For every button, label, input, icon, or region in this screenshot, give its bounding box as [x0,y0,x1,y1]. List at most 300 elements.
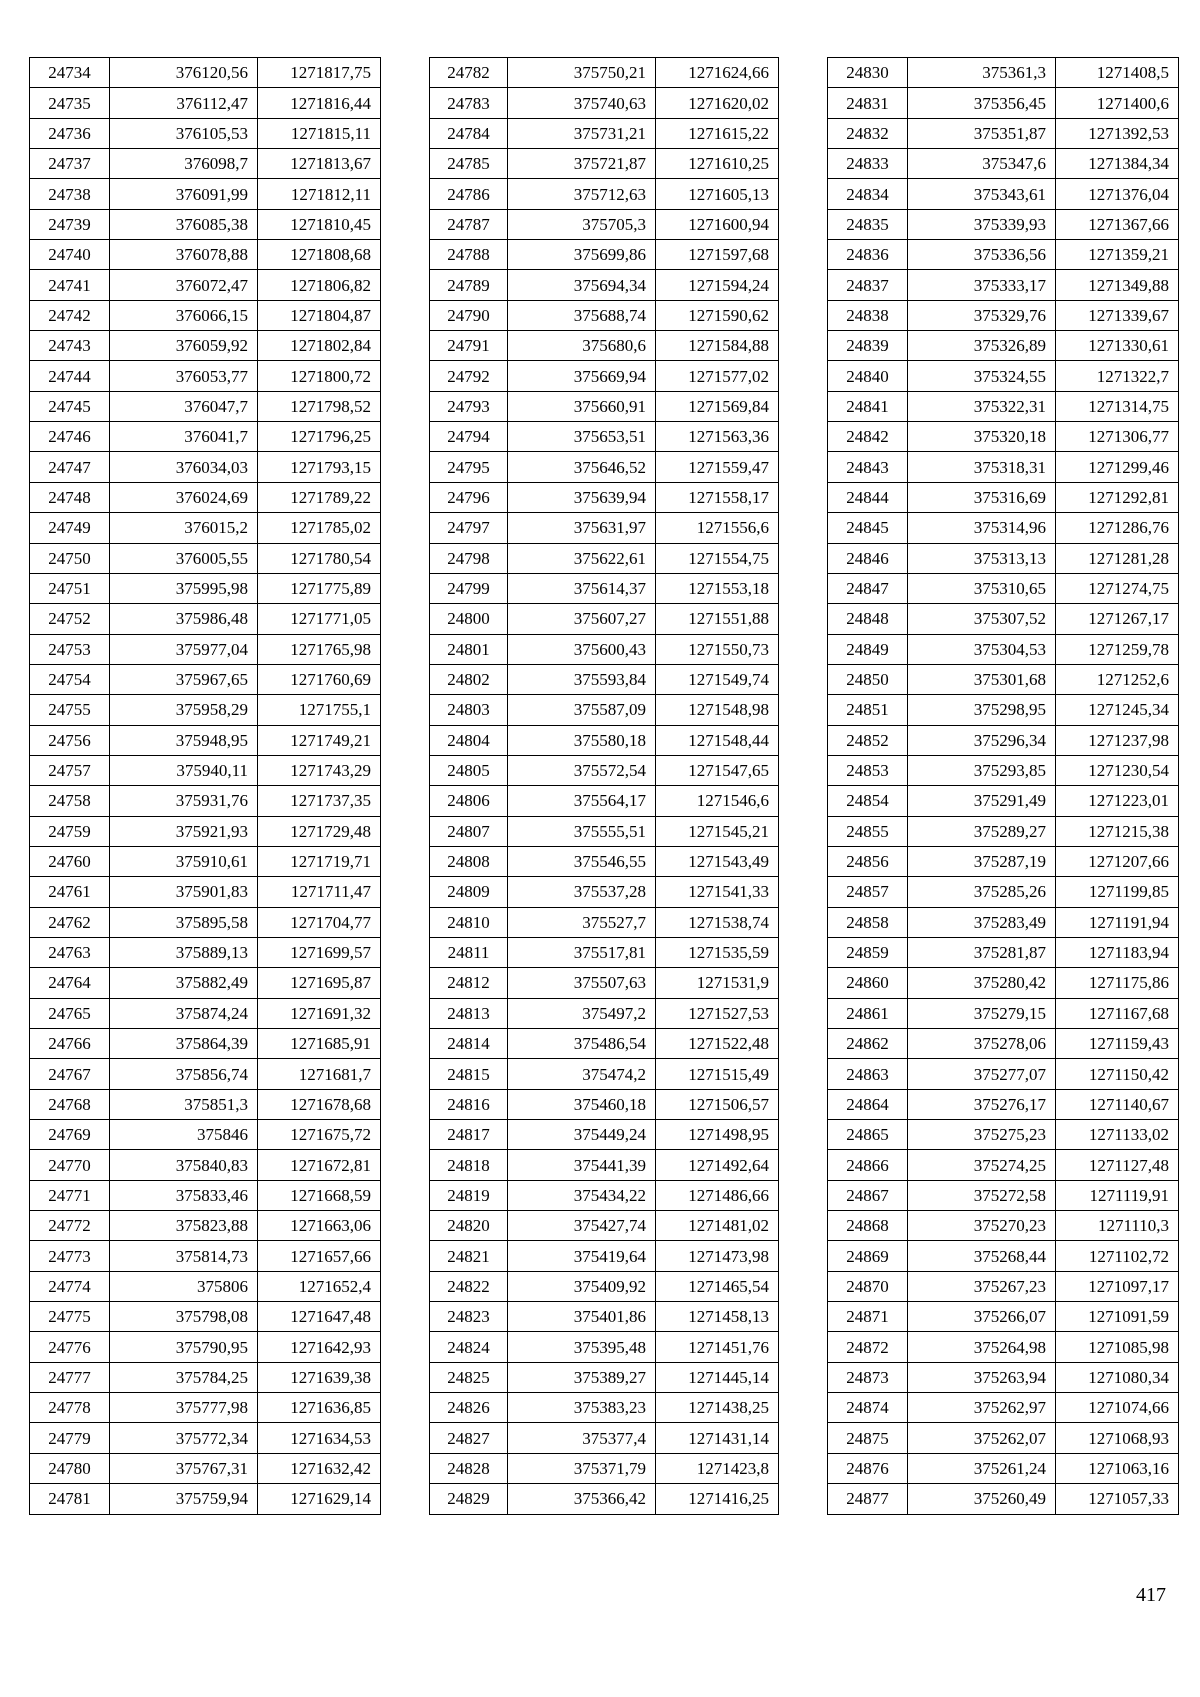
point-number-cell: 24835 [828,209,908,239]
y-coordinate-cell: 1271812,11 [258,179,381,209]
x-coordinate-cell: 375383,23 [508,1393,656,1423]
y-coordinate-cell: 1271481,02 [656,1211,779,1241]
table-row [430,1089,779,1119]
point-number-cell: 24829 [430,1484,508,1514]
point-number-cell: 24853 [828,755,908,785]
x-coordinate-cell: 375889,13 [110,937,258,967]
x-coordinate-cell: 376005,55 [110,543,258,573]
point-number-cell: 24872 [828,1332,908,1362]
table-row [828,907,1179,937]
x-coordinate-cell: 376098,7 [110,149,258,179]
point-number-cell: 24816 [430,1089,508,1119]
y-coordinate-cell: 1271546,6 [656,786,779,816]
table-row [828,604,1179,634]
y-coordinate-cell: 1271563,36 [656,422,779,452]
x-coordinate-cell: 375833,46 [110,1180,258,1210]
x-coordinate-cell: 375287,19 [908,846,1056,876]
table-row [30,877,381,907]
y-coordinate-cell: 1271541,33 [656,877,779,907]
point-number-cell: 24808 [430,846,508,876]
table-row [828,1120,1179,1150]
point-number-cell: 24801 [430,634,508,664]
x-coordinate-cell: 375262,07 [908,1423,1056,1453]
x-coordinate-cell: 375895,58 [110,907,258,937]
y-coordinate-cell: 1271610,25 [656,149,779,179]
point-number-cell: 24818 [430,1150,508,1180]
point-number-cell: 24793 [430,391,508,421]
table-row [30,361,381,391]
y-coordinate-cell: 1271074,66 [1056,1393,1179,1423]
x-coordinate-cell: 375948,95 [110,725,258,755]
y-coordinate-cell: 1271551,88 [656,604,779,634]
y-coordinate-cell: 1271789,22 [258,482,381,512]
y-coordinate-cell: 1271678,68 [258,1089,381,1119]
table-row [430,1241,779,1271]
x-coordinate-cell: 375314,96 [908,513,1056,543]
point-number-cell: 24789 [430,270,508,300]
x-coordinate-cell: 375310,65 [908,573,1056,603]
x-coordinate-cell: 375279,15 [908,998,1056,1028]
point-number-cell: 24762 [30,907,110,937]
table-row [430,543,779,573]
table-row [430,1059,779,1089]
table-row [828,452,1179,482]
table-row [430,149,779,179]
table-row [430,1271,779,1301]
x-coordinate-cell: 375593,84 [508,664,656,694]
y-coordinate-cell: 1271102,72 [1056,1241,1179,1271]
point-number-cell: 24803 [430,695,508,725]
table-row [30,695,381,725]
table-row [430,846,779,876]
x-coordinate-cell: 375537,28 [508,877,656,907]
x-coordinate-cell: 375958,29 [110,695,258,725]
table-row [30,664,381,694]
point-number-cell: 24842 [828,422,908,452]
table-row [430,634,779,664]
x-coordinate-cell: 375759,94 [110,1484,258,1514]
x-coordinate-cell: 375427,74 [508,1211,656,1241]
y-coordinate-cell: 1271810,45 [258,209,381,239]
y-coordinate-cell: 1271299,46 [1056,452,1179,482]
point-number-cell: 24800 [430,604,508,634]
point-number-cell: 24792 [430,361,508,391]
table-row [30,846,381,876]
point-number-cell: 24824 [430,1332,508,1362]
y-coordinate-cell: 1271359,21 [1056,240,1179,270]
x-coordinate-cell: 375326,89 [908,331,1056,361]
point-number-cell: 24810 [430,907,508,937]
point-number-cell: 24778 [30,1393,110,1423]
point-number-cell: 24773 [30,1241,110,1271]
x-coordinate-cell: 375846 [110,1120,258,1150]
point-number-cell: 24776 [30,1332,110,1362]
table-row [430,664,779,694]
point-number-cell: 24832 [828,118,908,148]
table-row [828,331,1179,361]
y-coordinate-cell: 1271760,69 [258,664,381,694]
x-coordinate-cell: 375270,23 [908,1211,1056,1241]
point-number-cell: 24855 [828,816,908,846]
point-number-cell: 24740 [30,240,110,270]
x-coordinate-cell: 375336,56 [908,240,1056,270]
point-number-cell: 24850 [828,664,908,694]
x-coordinate-cell: 376120,56 [110,58,258,88]
point-number-cell: 24814 [430,1029,508,1059]
x-coordinate-cell: 375347,6 [908,149,1056,179]
point-number-cell: 24821 [430,1241,508,1271]
point-number-cell: 24836 [828,240,908,270]
point-number-cell: 24744 [30,361,110,391]
table-row [828,1332,1179,1362]
point-number-cell: 24736 [30,118,110,148]
table-row [430,1332,779,1362]
table-row [828,179,1179,209]
y-coordinate-cell: 1271281,28 [1056,543,1179,573]
x-coordinate-cell: 375814,73 [110,1241,258,1271]
point-number-cell: 24755 [30,695,110,725]
table-row [828,968,1179,998]
x-coordinate-cell: 375291,49 [908,786,1056,816]
y-coordinate-cell: 1271097,17 [1056,1271,1179,1301]
point-number-cell: 24753 [30,634,110,664]
y-coordinate-cell: 1271159,43 [1056,1029,1179,1059]
point-number-cell: 24775 [30,1302,110,1332]
y-coordinate-cell: 1271522,48 [656,1029,779,1059]
point-number-cell: 24757 [30,755,110,785]
y-coordinate-cell: 1271675,72 [258,1120,381,1150]
point-number-cell: 24750 [30,543,110,573]
x-coordinate-cell: 375527,7 [508,907,656,937]
table-row [30,755,381,785]
point-number-cell: 24741 [30,270,110,300]
y-coordinate-cell: 1271330,61 [1056,331,1179,361]
y-coordinate-cell: 1271416,25 [656,1484,779,1514]
y-coordinate-cell: 1271632,42 [258,1453,381,1483]
table-row [430,88,779,118]
y-coordinate-cell: 1271813,67 [258,149,381,179]
x-coordinate-cell: 376091,99 [110,179,258,209]
table-row [430,58,779,88]
table-row [828,1302,1179,1332]
x-coordinate-cell: 375460,18 [508,1089,656,1119]
x-coordinate-cell: 375940,11 [110,755,258,785]
table-row [430,1362,779,1392]
table-row [828,270,1179,300]
point-number-cell: 24868 [828,1211,908,1241]
point-number-cell: 24862 [828,1029,908,1059]
point-number-cell: 24873 [828,1362,908,1392]
x-coordinate-cell: 375293,85 [908,755,1056,785]
y-coordinate-cell: 1271547,65 [656,755,779,785]
x-coordinate-cell: 375977,04 [110,634,258,664]
y-coordinate-cell: 1271322,7 [1056,361,1179,391]
y-coordinate-cell: 1271085,98 [1056,1332,1179,1362]
y-coordinate-cell: 1271755,1 [258,695,381,725]
point-number-cell: 24849 [828,634,908,664]
x-coordinate-cell: 375419,64 [508,1241,656,1271]
y-coordinate-cell: 1271569,84 [656,391,779,421]
point-number-cell: 24837 [828,270,908,300]
point-number-cell: 24795 [430,452,508,482]
table-row [430,1302,779,1332]
x-coordinate-cell: 375740,63 [508,88,656,118]
table-row [30,1393,381,1423]
x-coordinate-cell: 375262,97 [908,1393,1056,1423]
table-row [828,786,1179,816]
table-row [828,1241,1179,1271]
point-number-cell: 24748 [30,482,110,512]
x-coordinate-cell: 375607,27 [508,604,656,634]
x-coordinate-cell: 375806 [110,1271,258,1301]
point-number-cell: 24817 [430,1120,508,1150]
point-number-cell: 24781 [30,1484,110,1514]
point-number-cell: 24739 [30,209,110,239]
y-coordinate-cell: 1271127,48 [1056,1150,1179,1180]
table-row [828,1150,1179,1180]
point-number-cell: 24867 [828,1180,908,1210]
point-number-cell: 24834 [828,179,908,209]
table-row [828,1393,1179,1423]
x-coordinate-cell: 375864,39 [110,1029,258,1059]
table-row [430,937,779,967]
x-coordinate-cell: 376053,77 [110,361,258,391]
x-coordinate-cell: 376066,15 [110,300,258,330]
y-coordinate-cell: 1271473,98 [656,1241,779,1271]
point-number-cell: 24877 [828,1484,908,1514]
x-coordinate-cell: 375995,98 [110,573,258,603]
x-coordinate-cell: 375784,25 [110,1362,258,1392]
point-number-cell: 24772 [30,1211,110,1241]
point-number-cell: 24791 [430,331,508,361]
point-number-cell: 24734 [30,58,110,88]
point-number-cell: 24863 [828,1059,908,1089]
point-number-cell: 24859 [828,937,908,967]
y-coordinate-cell: 1271458,13 [656,1302,779,1332]
table-row [430,1484,779,1514]
point-number-cell: 24875 [828,1423,908,1453]
point-number-cell: 24738 [30,179,110,209]
y-coordinate-cell: 1271765,98 [258,634,381,664]
point-number-cell: 24761 [30,877,110,907]
y-coordinate-cell: 1271392,53 [1056,118,1179,148]
y-coordinate-cell: 1271590,62 [656,300,779,330]
point-number-cell: 24864 [828,1089,908,1119]
x-coordinate-cell: 375264,98 [908,1332,1056,1362]
x-coordinate-cell: 375653,51 [508,422,656,452]
y-coordinate-cell: 1271314,75 [1056,391,1179,421]
table-row [430,877,779,907]
coordinate-table-3 [827,57,1179,1515]
y-coordinate-cell: 1271367,66 [1056,209,1179,239]
x-coordinate-cell: 375277,07 [908,1059,1056,1089]
x-coordinate-cell: 375921,93 [110,816,258,846]
y-coordinate-cell: 1271636,85 [258,1393,381,1423]
point-number-cell: 24743 [30,331,110,361]
y-coordinate-cell: 1271642,93 [258,1332,381,1362]
y-coordinate-cell: 1271515,49 [656,1059,779,1089]
point-number-cell: 24804 [430,725,508,755]
point-number-cell: 24746 [30,422,110,452]
y-coordinate-cell: 1271140,67 [1056,1089,1179,1119]
x-coordinate-cell: 375660,91 [508,391,656,421]
table-row [30,422,381,452]
y-coordinate-cell: 1271798,52 [258,391,381,421]
point-number-cell: 24856 [828,846,908,876]
table-row [30,604,381,634]
x-coordinate-cell: 375296,34 [908,725,1056,755]
x-coordinate-cell: 375882,49 [110,968,258,998]
x-coordinate-cell: 376059,92 [110,331,258,361]
x-coordinate-cell: 375851,3 [110,1089,258,1119]
table-row [30,209,381,239]
point-number-cell: 24805 [430,755,508,785]
x-coordinate-cell: 375356,45 [908,88,1056,118]
table-row [430,1180,779,1210]
y-coordinate-cell: 1271802,84 [258,331,381,361]
y-coordinate-cell: 1271274,75 [1056,573,1179,603]
y-coordinate-cell: 1271584,88 [656,331,779,361]
y-coordinate-cell: 1271286,76 [1056,513,1179,543]
point-number-cell: 24760 [30,846,110,876]
table-row [30,1029,381,1059]
point-number-cell: 24847 [828,573,908,603]
point-number-cell: 24822 [430,1271,508,1301]
y-coordinate-cell: 1271259,78 [1056,634,1179,664]
x-coordinate-cell: 375967,65 [110,664,258,694]
table-row [30,118,381,148]
x-coordinate-cell: 375401,86 [508,1302,656,1332]
y-coordinate-cell: 1271091,59 [1056,1302,1179,1332]
point-number-cell: 24825 [430,1362,508,1392]
y-coordinate-cell: 1271183,94 [1056,937,1179,967]
point-number-cell: 24752 [30,604,110,634]
y-coordinate-cell: 1271339,67 [1056,300,1179,330]
table-row [30,240,381,270]
table-row [30,998,381,1028]
table-row [828,937,1179,967]
table-row [828,877,1179,907]
x-coordinate-cell: 375750,21 [508,58,656,88]
x-coordinate-cell: 375910,61 [110,846,258,876]
table-row [30,270,381,300]
x-coordinate-cell: 376034,03 [110,452,258,482]
x-coordinate-cell: 376085,38 [110,209,258,239]
point-number-cell: 24756 [30,725,110,755]
x-coordinate-cell: 375289,27 [908,816,1056,846]
y-coordinate-cell: 1271119,91 [1056,1180,1179,1210]
x-coordinate-cell: 375361,3 [908,58,1056,88]
point-number-cell: 24796 [430,482,508,512]
y-coordinate-cell: 1271057,33 [1056,1484,1179,1514]
table-row [430,179,779,209]
x-coordinate-cell: 375268,44 [908,1241,1056,1271]
point-number-cell: 24833 [828,149,908,179]
x-coordinate-cell: 375572,54 [508,755,656,785]
y-coordinate-cell: 1271559,47 [656,452,779,482]
point-number-cell: 24854 [828,786,908,816]
x-coordinate-cell: 375441,39 [508,1150,656,1180]
x-coordinate-cell: 375712,63 [508,179,656,209]
point-number-cell: 24820 [430,1211,508,1241]
y-coordinate-cell: 1271695,87 [258,968,381,998]
y-coordinate-cell: 1271550,73 [656,634,779,664]
x-coordinate-cell: 376078,88 [110,240,258,270]
y-coordinate-cell: 1271465,54 [656,1271,779,1301]
x-coordinate-cell: 375580,18 [508,725,656,755]
point-number-cell: 24745 [30,391,110,421]
table-row [828,58,1179,88]
y-coordinate-cell: 1271080,34 [1056,1362,1179,1392]
point-number-cell: 24783 [430,88,508,118]
x-coordinate-cell: 375449,24 [508,1120,656,1150]
y-coordinate-cell: 1271400,6 [1056,88,1179,118]
table-row [828,695,1179,725]
x-coordinate-cell: 375389,27 [508,1362,656,1392]
x-coordinate-cell: 375274,25 [908,1150,1056,1180]
y-coordinate-cell: 1271423,8 [656,1453,779,1483]
table-row [828,634,1179,664]
y-coordinate-cell: 1271605,13 [656,179,779,209]
y-coordinate-cell: 1271663,06 [258,1211,381,1241]
y-coordinate-cell: 1271743,29 [258,755,381,785]
table-row [430,968,779,998]
point-number-cell: 24749 [30,513,110,543]
x-coordinate-cell: 376024,69 [110,482,258,512]
y-coordinate-cell: 1271796,25 [258,422,381,452]
x-coordinate-cell: 376041,7 [110,422,258,452]
x-coordinate-cell: 375313,13 [908,543,1056,573]
x-coordinate-cell: 375278,06 [908,1029,1056,1059]
x-coordinate-cell: 375721,87 [508,149,656,179]
x-coordinate-cell: 375261,24 [908,1453,1056,1483]
y-coordinate-cell: 1271558,17 [656,482,779,512]
point-number-cell: 24766 [30,1029,110,1059]
point-number-cell: 24790 [430,300,508,330]
table-row [430,270,779,300]
point-number-cell: 24784 [430,118,508,148]
y-coordinate-cell: 1271737,35 [258,786,381,816]
point-number-cell: 24765 [30,998,110,1028]
x-coordinate-cell: 375371,79 [508,1453,656,1483]
point-number-cell: 24735 [30,88,110,118]
point-number-cell: 24831 [828,88,908,118]
table-row [828,482,1179,512]
x-coordinate-cell: 375281,87 [908,937,1056,967]
table-row [828,725,1179,755]
x-coordinate-cell: 375324,55 [908,361,1056,391]
table-row [30,543,381,573]
x-coordinate-cell: 375301,68 [908,664,1056,694]
table-row [828,149,1179,179]
y-coordinate-cell: 1271808,68 [258,240,381,270]
y-coordinate-cell: 1271556,6 [656,513,779,543]
coordinate-table-1 [29,57,381,1515]
x-coordinate-cell: 375546,55 [508,846,656,876]
y-coordinate-cell: 1271719,71 [258,846,381,876]
table-row [30,88,381,118]
y-coordinate-cell: 1271431,14 [656,1423,779,1453]
y-coordinate-cell: 1271800,72 [258,361,381,391]
x-coordinate-cell: 375694,34 [508,270,656,300]
y-coordinate-cell: 1271349,88 [1056,270,1179,300]
y-coordinate-cell: 1271729,48 [258,816,381,846]
y-coordinate-cell: 1271699,57 [258,937,381,967]
y-coordinate-cell: 1271538,74 [656,907,779,937]
table-row [828,88,1179,118]
point-number-cell: 24857 [828,877,908,907]
y-coordinate-cell: 1271668,59 [258,1180,381,1210]
